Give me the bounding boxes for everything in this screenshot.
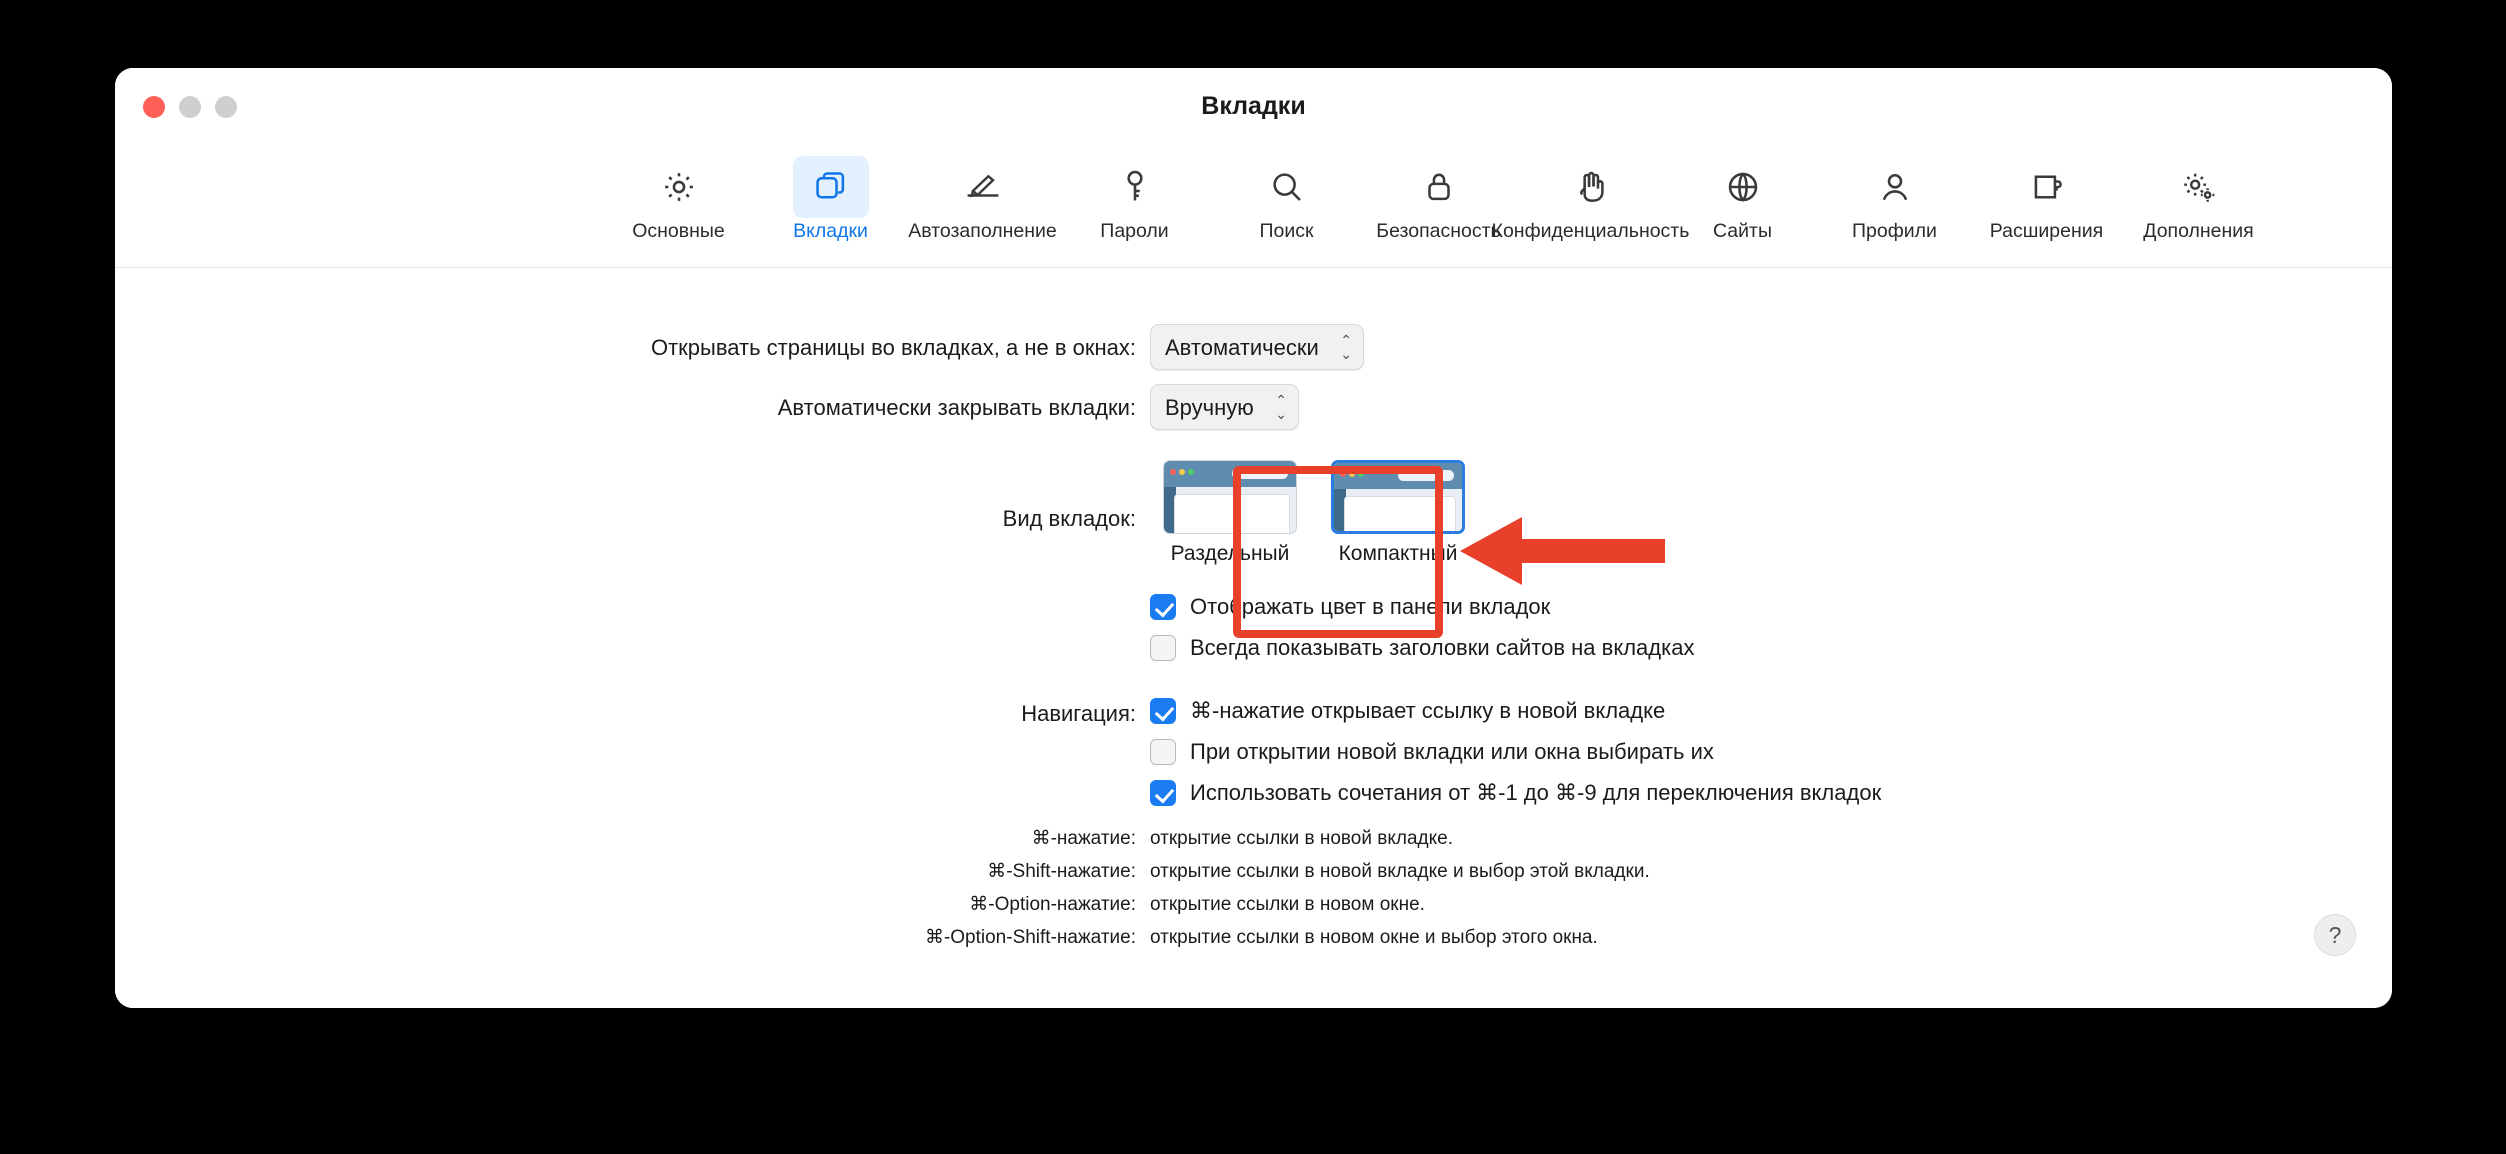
preferences-toolbar: [115, 150, 2392, 268]
tab-privacy[interactable]: [1491, 150, 1690, 243]
checkbox-label: ⌘-нажатие открывает ссылку в новой вкладке: [1190, 697, 1666, 723]
chevron-updown-icon: ⌃ ⌄: [1340, 332, 1352, 362]
shortcut-desc: открытие ссылки в новой вкладке.: [1150, 828, 1453, 849]
advanced-gears-icon: [2161, 156, 2237, 218]
tab-label: Пароли: [1100, 220, 1169, 242]
tab-profiles[interactable]: [1819, 150, 1971, 243]
tab-layout-row: [115, 460, 2392, 578]
compact-layout-preview[interactable]: [1331, 460, 1465, 534]
checkbox-label: Использовать сочетания от ⌘-1 до ⌘-9 для переключения вкладок: [1190, 779, 1882, 805]
gear-icon: [641, 156, 717, 218]
tab-advanced[interactable]: [2123, 150, 2275, 243]
preferences-window: [115, 68, 2392, 1008]
separate-layout-preview[interactable]: [1163, 460, 1297, 534]
checkbox-cmd-click-new-tab[interactable]: [1150, 690, 2392, 731]
checkbox-show-color-in-tab-bar[interactable]: [1150, 586, 2392, 627]
navigation-row: [115, 690, 2392, 813]
shortcut-desc: открытие ссылки в новом окне и выбор этого окна.: [1150, 927, 1598, 948]
shortcut-row: [115, 860, 2392, 893]
shortcut-row: [115, 893, 2392, 926]
tab-search[interactable]: [1211, 150, 1363, 243]
window-title: Вкладки: [1201, 92, 1306, 120]
tab-layout-option-separate[interactable]: [1150, 460, 1310, 566]
tab-label: Профили: [1852, 220, 1937, 242]
open-pages-row: [115, 324, 2392, 372]
tab-autofill[interactable]: [907, 150, 1059, 243]
extension-puzzle-icon: [2009, 156, 2085, 218]
tab-label: Сайты: [1713, 220, 1772, 242]
tabs-icon: [793, 156, 869, 218]
auto-close-label: Автоматически закрывать вкладки:: [777, 395, 1136, 420]
search-icon: [1249, 156, 1325, 218]
checkbox-use-cmd-1-to-9[interactable]: [1150, 772, 2392, 813]
shortcut-row: [115, 926, 2392, 959]
checkbox-always-show-website-titles[interactable]: [1150, 627, 2392, 668]
shortcut-row: [115, 827, 2392, 860]
shortcut-desc: открытие ссылки в новой вкладке и выбор этой вкладки.: [1150, 861, 1650, 882]
tab-label: Дополнения: [2143, 220, 2254, 242]
tab-tabs[interactable]: [755, 150, 907, 243]
key-icon: [1097, 156, 1173, 218]
tab-general[interactable]: [603, 150, 755, 243]
tab-label: Автозаполнение: [908, 220, 1057, 242]
tab-layout-label: Вид вкладок:: [1002, 506, 1136, 531]
help-button[interactable]: ?: [2314, 914, 2356, 956]
checkbox-label: Всегда показывать заголовки сайтов на вкладках: [1190, 634, 1695, 660]
tab-checkboxes-row: [115, 586, 2392, 668]
checkbox-box[interactable]: [1150, 780, 1176, 806]
tab-websites[interactable]: [1667, 150, 1819, 243]
globe-icon: [1705, 156, 1781, 218]
checkbox-box[interactable]: [1150, 594, 1176, 620]
checkbox-box[interactable]: [1150, 635, 1176, 661]
auto-close-select[interactable]: [1150, 384, 1299, 430]
checkbox-box[interactable]: [1150, 698, 1176, 724]
tab-layout-option-compact[interactable]: [1318, 460, 1478, 566]
tab-label: Расширения: [1989, 220, 2104, 242]
checkbox-box[interactable]: [1150, 739, 1176, 765]
chevron-updown-icon: ⌃ ⌄: [1275, 392, 1287, 422]
tab-extensions[interactable]: [1971, 150, 2123, 243]
shortcut-key: ⌘-нажатие:: [1031, 828, 1136, 849]
checkbox-select-new-tab-or-window[interactable]: [1150, 731, 2392, 772]
option-caption: Раздельный: [1170, 542, 1290, 565]
auto-close-row: [115, 384, 2392, 432]
checkbox-label: При открытии новой вкладки или окна выбирать их: [1190, 738, 1714, 764]
shortcut-desc: открытие ссылки в новом окне.: [1150, 894, 1425, 915]
tabs-settings-pane: [115, 268, 2392, 1008]
shortcuts-legend: [115, 827, 2392, 959]
shortcut-key: ⌘-Shift-нажатие:: [987, 861, 1136, 882]
option-caption: Компактный: [1338, 542, 1458, 565]
navigation-label: Навигация:: [1021, 701, 1136, 726]
tab-label: Конфиденциальность: [1491, 220, 1690, 242]
person-icon: [1857, 156, 1933, 218]
lock-icon: [1401, 156, 1477, 218]
tab-label: Безопасность: [1376, 220, 1501, 242]
checkbox-label: Отображать цвет в панели вкладок: [1190, 593, 1551, 619]
open-pages-label: Открывать страницы во вкладках, а не в окнах:: [650, 335, 1136, 360]
shortcut-key: ⌘-Option-Shift-нажатие:: [924, 927, 1136, 948]
tab-label: Вкладки: [793, 220, 868, 242]
tab-label: Поиск: [1259, 220, 1314, 242]
tab-passwords[interactable]: [1059, 150, 1211, 243]
tab-layout-options: [1150, 460, 2392, 566]
hand-icon: [1553, 156, 1629, 218]
open-pages-select[interactable]: [1150, 324, 1364, 370]
shortcut-key: ⌘-Option-нажатие:: [969, 894, 1136, 915]
window-titlebar: [115, 68, 2392, 150]
autofill-pencil-icon: [945, 156, 1021, 218]
tab-label: Основные: [632, 220, 725, 242]
